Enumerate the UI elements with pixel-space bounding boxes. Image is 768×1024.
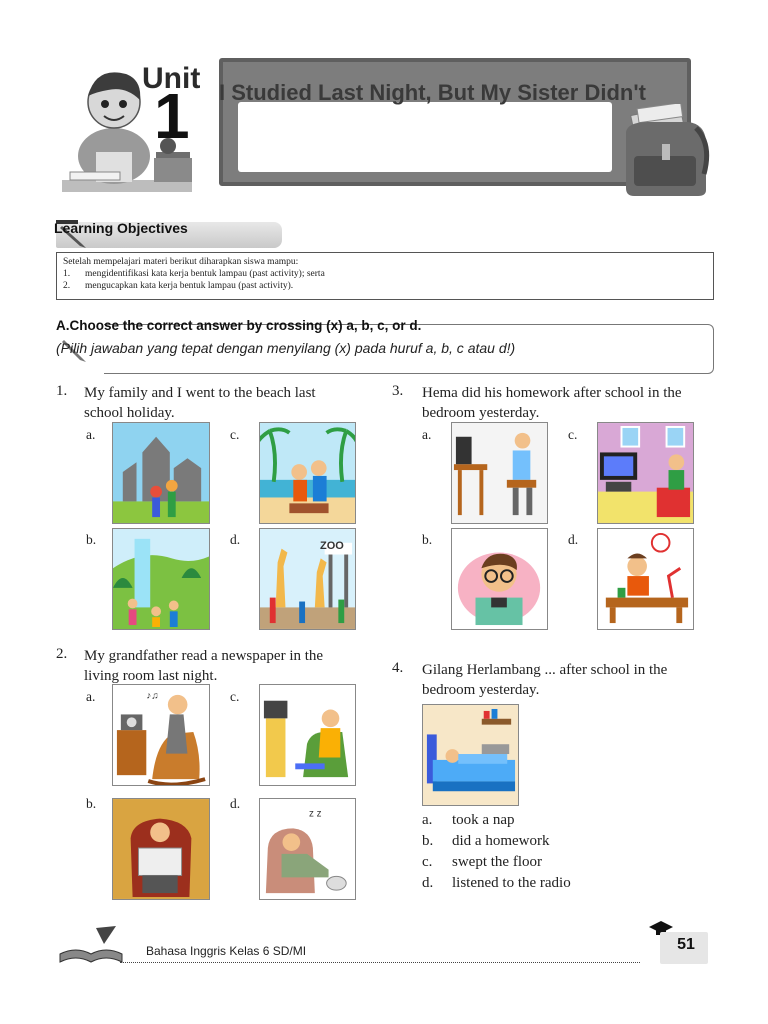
svg-text:z z: z z bbox=[308, 808, 322, 820]
option-letter[interactable]: a. bbox=[422, 427, 432, 442]
objectives-box bbox=[56, 252, 714, 300]
answer-text: took a nap bbox=[452, 812, 515, 828]
answer-letter: a. bbox=[422, 812, 433, 828]
option-image-temple[interactable] bbox=[112, 422, 210, 524]
page-number: 51 bbox=[677, 936, 695, 953]
objective-item: 1. mengidentifikasi kata kerja bentuk lampau (past activity); serta bbox=[63, 269, 325, 279]
objectives-intro: Setelah mempelajari materi berikut diharapkan siswa mampu: bbox=[63, 257, 299, 267]
answer-option[interactable] bbox=[422, 833, 549, 850]
answer-letter: c. bbox=[422, 854, 433, 870]
question-number: 2. bbox=[56, 646, 68, 662]
option-image-boy-tv-room[interactable] bbox=[597, 422, 694, 524]
option-image-boy-desk-study[interactable] bbox=[597, 528, 694, 630]
question-number: 1. bbox=[56, 383, 68, 399]
open-book-icon bbox=[56, 924, 126, 968]
objective-item: 2. mengucapkan kata kerja bentuk lampau (past activity). bbox=[63, 281, 294, 291]
book-title: Bahasa Inggris Kelas 6 SD/MI bbox=[146, 944, 307, 958]
backpack-illustration bbox=[618, 104, 714, 200]
answer-letter: d. bbox=[422, 875, 434, 891]
section-subtitle: (Pilih jawaban yang tepat dengan menyilang (x) pada huruf a, b, c atau d!) bbox=[56, 340, 516, 356]
unit-label: Unit bbox=[142, 62, 201, 95]
unit-title: I Studied Last Night, But My Sister Didn't bbox=[219, 80, 646, 105]
option-letter[interactable]: b. bbox=[86, 796, 97, 811]
option-letter[interactable]: d. bbox=[230, 532, 241, 547]
answer-option[interactable] bbox=[422, 812, 514, 829]
option-image-waterfall[interactable] bbox=[112, 528, 210, 630]
option-letter[interactable]: d. bbox=[568, 532, 579, 547]
answer-text: did a homework bbox=[452, 833, 550, 849]
option-letter[interactable]: d. bbox=[230, 796, 241, 811]
question-image-boy-sleeping bbox=[422, 704, 519, 806]
objectives-title: Learning Objectives bbox=[54, 220, 188, 236]
option-image-grandpa-radio[interactable] bbox=[112, 684, 210, 786]
option-image-grandpa-tv[interactable] bbox=[259, 684, 356, 786]
section-title: A.Choose the correct answer by crossing (x) a, b, c, or d. bbox=[56, 318, 422, 333]
option-image-beach[interactable] bbox=[259, 422, 356, 524]
question-number: 4. bbox=[392, 660, 404, 676]
footer-divider bbox=[120, 962, 640, 963]
answer-text: swept the floor bbox=[452, 854, 542, 870]
question-text: My grandfather read a newspaper in the living room last night. bbox=[84, 648, 324, 684]
option-image-grandpa-newspaper[interactable] bbox=[112, 798, 210, 900]
option-letter[interactable]: c. bbox=[230, 427, 240, 442]
option-letter[interactable]: b. bbox=[422, 532, 433, 547]
answer-letter: b. bbox=[422, 833, 434, 849]
answer-option[interactable] bbox=[422, 854, 542, 871]
answer-text: listened to the radio bbox=[452, 875, 571, 891]
option-letter[interactable]: a. bbox=[86, 689, 96, 704]
option-letter[interactable]: c. bbox=[230, 689, 240, 704]
option-letter[interactable]: b. bbox=[86, 532, 97, 547]
option-letter[interactable]: c. bbox=[568, 427, 578, 442]
svg-text:♪♫: ♪♫ bbox=[146, 690, 159, 702]
option-image-grandma-sleeping[interactable] bbox=[259, 798, 356, 900]
question-text: My family and I went to the beach last school holiday. bbox=[84, 385, 316, 421]
unit-number: 1 bbox=[154, 80, 190, 152]
answer-option[interactable] bbox=[422, 875, 571, 892]
question-number: 3. bbox=[392, 383, 404, 399]
title-board-inner bbox=[238, 102, 612, 172]
question-text: Hema did his homework after school in the bedroom yesterday. bbox=[422, 385, 682, 421]
option-image-boy-phone[interactable] bbox=[451, 528, 548, 630]
question-text: Gilang Herlambang ... after school in the bedroom yesterday. bbox=[422, 662, 668, 698]
zoo-sign-text: ZOO bbox=[320, 540, 344, 552]
option-image-boy-computer[interactable] bbox=[451, 422, 548, 524]
option-letter[interactable]: a. bbox=[86, 427, 96, 442]
